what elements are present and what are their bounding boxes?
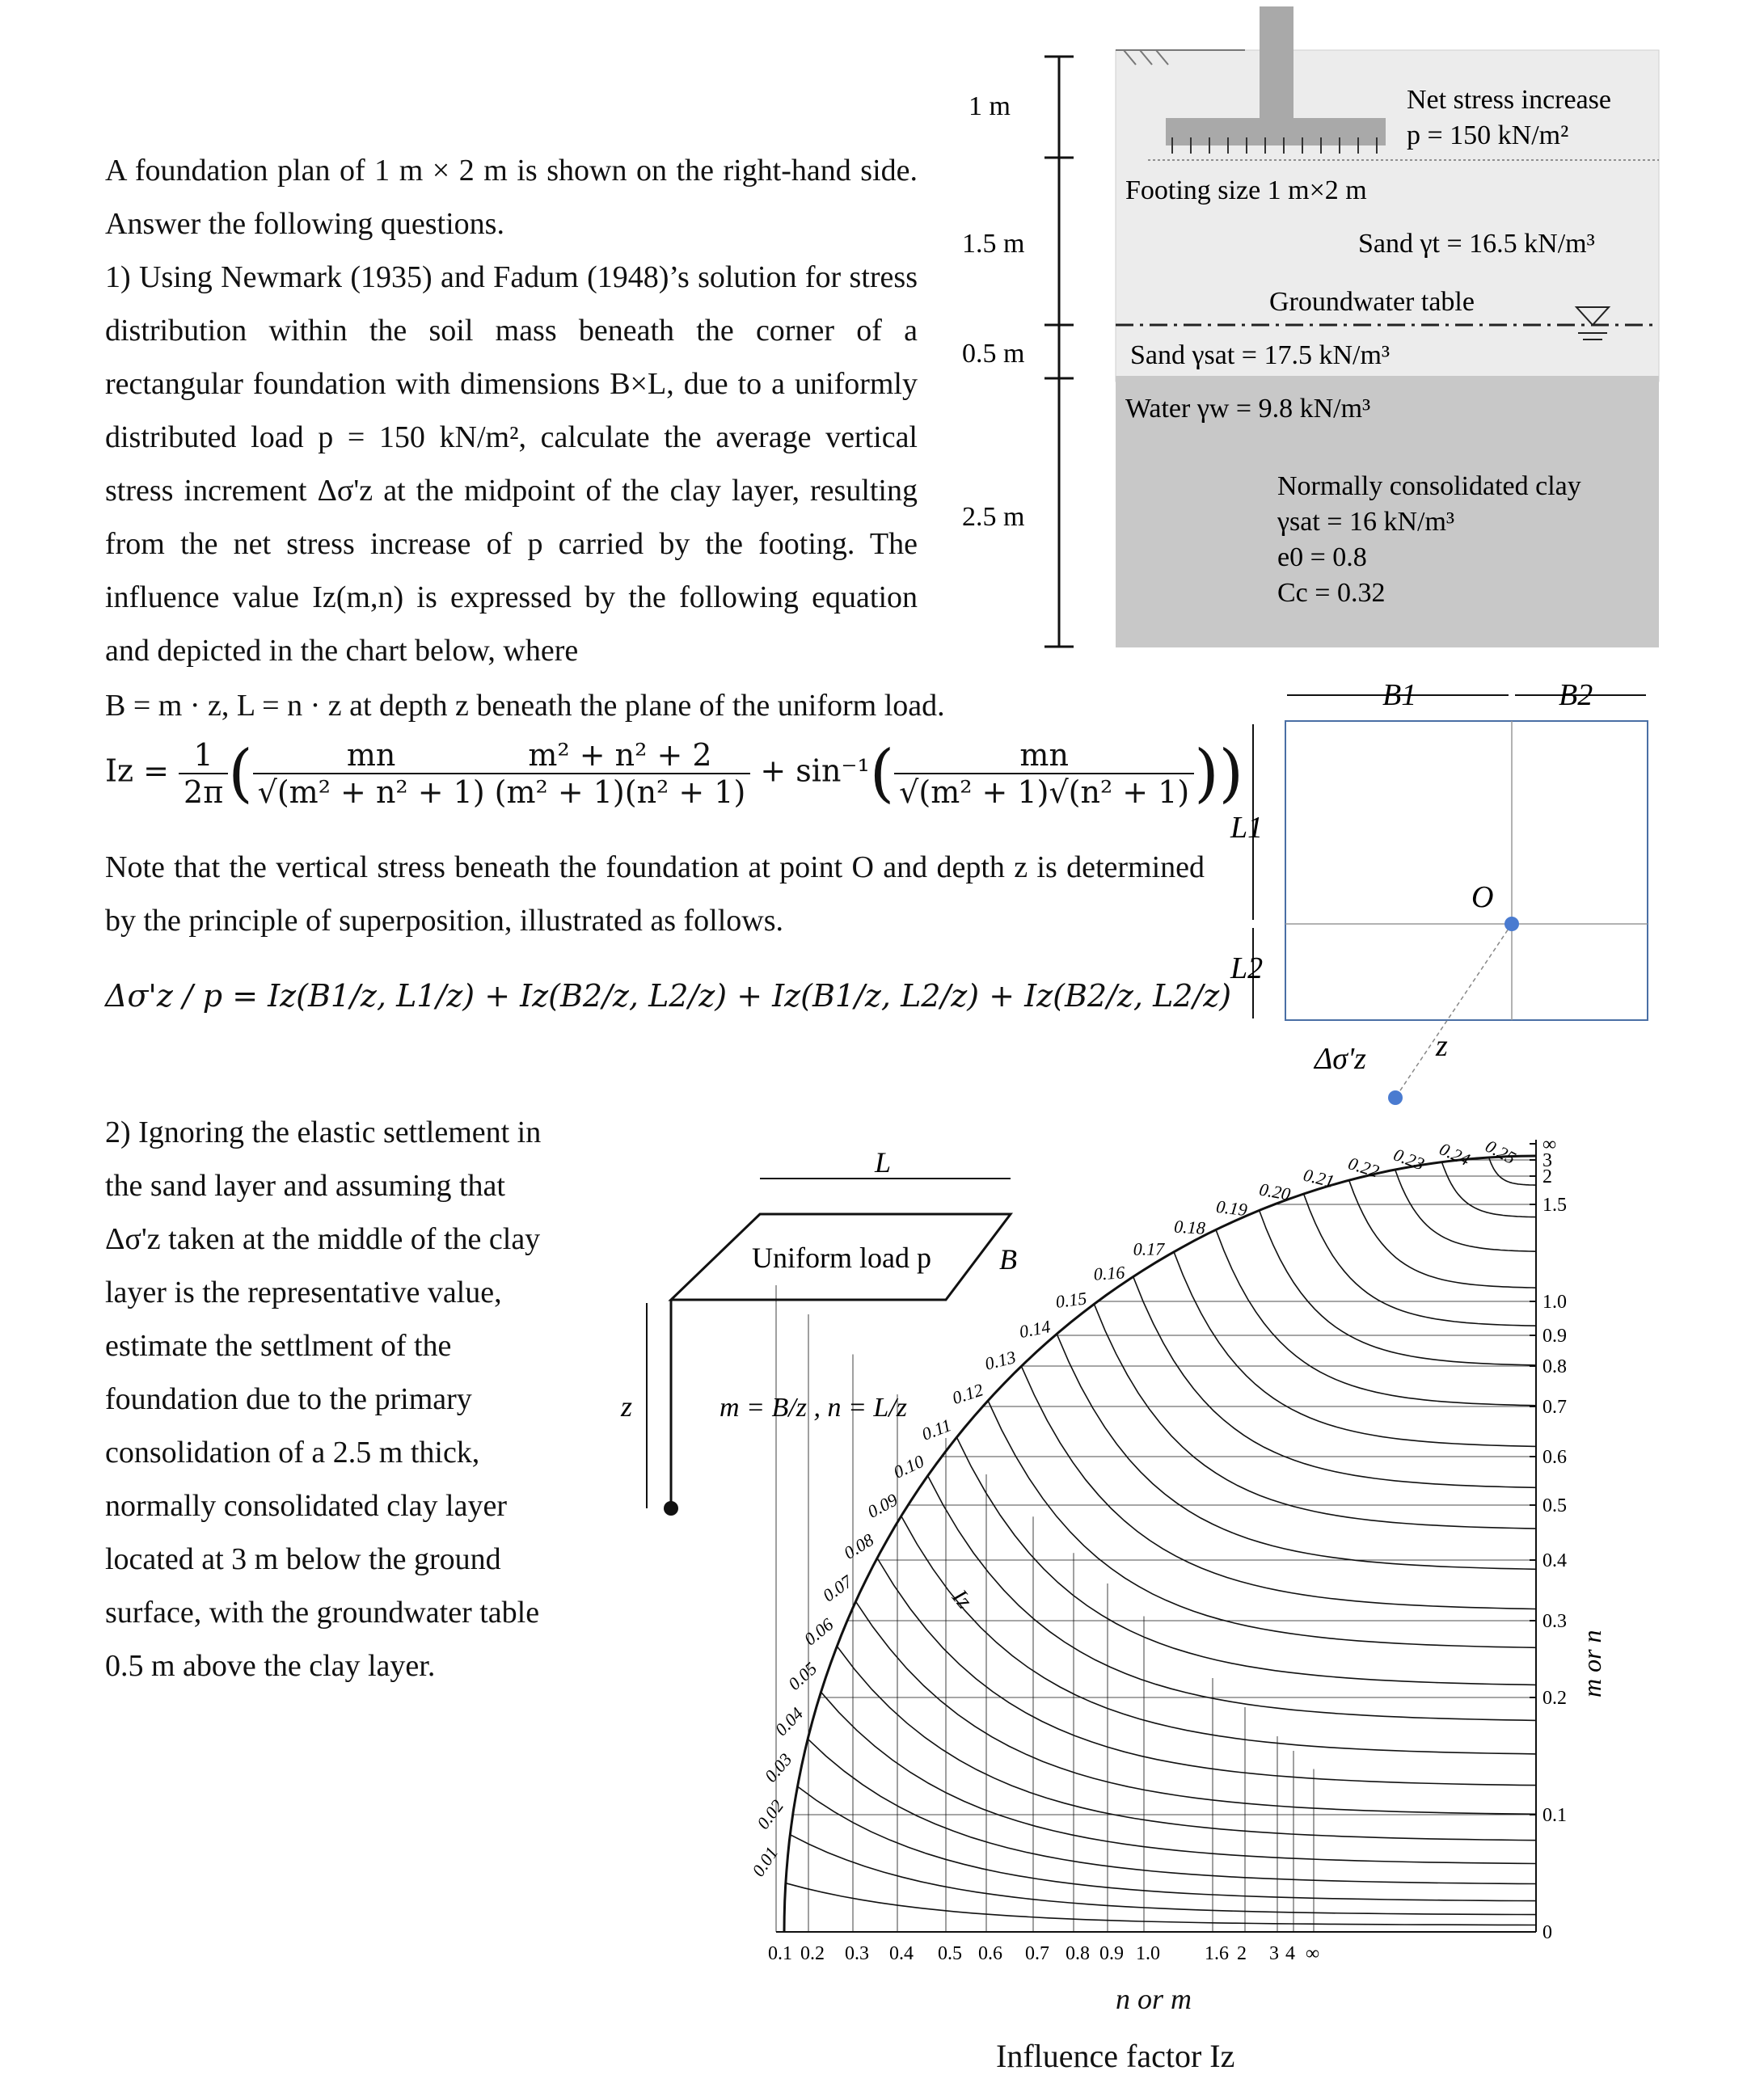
sand-unit-weight-label: Sand γt = 16.5 kN/m³ xyxy=(1358,229,1595,259)
intro-text: A foundation plan of 1 m × 2 m is shown on the right-hand side. Answer the following questions. xyxy=(105,154,918,241)
iz-curve-label: 0.17 xyxy=(1133,1238,1165,1259)
iz-curve-label: 0.19 xyxy=(1215,1196,1249,1221)
y-tick-label: 3 xyxy=(1542,1150,1552,1171)
x-tick-label: 2 xyxy=(1237,1943,1247,1964)
iz-curve-label: 0.22 xyxy=(1345,1153,1382,1182)
iz-curve-label: 0.14 xyxy=(1017,1316,1053,1342)
y-tick-label: 0.8 xyxy=(1542,1356,1567,1377)
iz-curve-label: 0.09 xyxy=(863,1489,901,1522)
y-tick-label: 0.4 xyxy=(1542,1550,1567,1571)
x-tick-label: 4 xyxy=(1285,1943,1295,1964)
iz-curve-label: 0.03 xyxy=(760,1749,796,1786)
b2-label: B2 xyxy=(1559,678,1593,712)
chart-title: Influence factor Iz xyxy=(996,2038,1235,2074)
iz-curve-label: 0.21 xyxy=(1301,1164,1337,1192)
iz-curve-label: 0.05 xyxy=(783,1658,821,1694)
x-tick-label: 0.4 xyxy=(889,1943,914,1964)
y-tick-label: 0 xyxy=(1542,1922,1552,1943)
y-tick-label: 0.3 xyxy=(1542,1611,1567,1632)
iz-curve-label: 0.24 xyxy=(1436,1138,1474,1170)
footing-base xyxy=(1166,118,1386,145)
x-tick-label: ∞ xyxy=(1306,1943,1320,1964)
eq-one-over-2pi: $\frac{1}{2\pi}$ xyxy=(179,737,228,810)
net-stress-label: Net stress increase xyxy=(1407,85,1612,115)
influence-curve xyxy=(786,1883,1536,1925)
x-tick-label: 1.0 xyxy=(1136,1943,1160,1964)
influence-curve xyxy=(790,1835,1536,1915)
z-label: z xyxy=(1436,1029,1448,1063)
influence-curve xyxy=(928,1476,1536,1721)
influence-curve xyxy=(956,1437,1536,1685)
influence-curve xyxy=(837,1647,1536,1841)
footing-size-label: Footing size 1 m×2 m xyxy=(1125,175,1367,205)
water-label: Water γw = 9.8 kN/m³ xyxy=(1125,394,1371,424)
point-o xyxy=(1504,917,1519,931)
influence-curve xyxy=(1395,1170,1536,1251)
influence-curve xyxy=(988,1401,1536,1648)
y-axis-title: m or n xyxy=(1577,1630,1606,1697)
influence-curve xyxy=(856,1601,1537,1814)
soil-profile-diagram xyxy=(954,0,1762,663)
q1-text: 1) Using Newmark (1935) and Fadum (1948)’s solution for stress distribution within the soil mass beneath the corner of a rectangular foundation with dimensions B×L, due to a uniformly distributed load p = 150 kN/m², calculate the average vertical stress increment Δσ'z at the midpoint of the clay layer, resulting from the net stress increase of p carried by the footing. The influence value Iz(m,n) is expressed by the following equation and depicted in the chart below, where xyxy=(105,260,918,668)
y-tick-label: 0.5 xyxy=(1542,1495,1567,1516)
x-tick-label: 0.7 xyxy=(1025,1943,1049,1964)
iz-curve-label: 0.02 xyxy=(753,1795,788,1833)
mn-definition: m = B/z , n = L/z xyxy=(720,1393,907,1423)
iz-curve-label: 0.11 xyxy=(918,1415,955,1444)
l1-label: L1 xyxy=(1230,811,1264,845)
depth-1m: 1 m xyxy=(969,91,1011,121)
q2-paragraph: 2) Ignoring the elastic settlement in the sand layer and assuming that Δσ'z taken at the middle of the clay layer is the representative value, estimate the settlment of the foundation due to the primary consolidation of a 2.5 m thick, normally consolidated clay layer located at 3 m below the ground surface, with the groundwater table 0.5 m above the clay layer. xyxy=(105,1115,542,1683)
depth-0-5m: 0.5 m xyxy=(962,339,1025,369)
influence-curve xyxy=(1260,1210,1536,1365)
x-tick-label: 0.1 xyxy=(768,1943,792,1964)
influence-curve xyxy=(1304,1194,1536,1326)
eq-frac-c: $\frac{mn}{\text{√(m² + 1)√(n² + 1)}}$ xyxy=(894,737,1194,810)
influence-curve xyxy=(877,1558,1536,1786)
p-value-label: p = 150 kN/m² xyxy=(1407,120,1569,150)
clay-e0: e0 = 0.8 xyxy=(1277,542,1367,572)
eq-frac-a: $\frac{mn}{\text{√(m² + n² + 1)}}$ xyxy=(253,737,490,810)
x-tick-label: 0.8 xyxy=(1066,1943,1090,1964)
y-tick-label: 0.1 xyxy=(1542,1805,1567,1826)
influence-curve xyxy=(1349,1180,1536,1288)
eq-frac-b: $\frac{\text{m² + n² + 2}}{\text{(m² + 1)(n² + 1)}}$ xyxy=(490,737,751,810)
eq-lhs: Iz = xyxy=(105,753,169,789)
influence-curve xyxy=(1441,1162,1536,1217)
plan-view-diagram xyxy=(1229,663,1682,1115)
y-tick-label: 1.0 xyxy=(1542,1292,1567,1313)
iz-curve-label: 0.06 xyxy=(800,1613,838,1650)
uniform-load-label: Uniform load p xyxy=(752,1242,931,1274)
stress-label: Δσ'z xyxy=(1315,1042,1366,1076)
corner-point xyxy=(664,1501,678,1516)
x-tick-label: 0.3 xyxy=(845,1943,869,1964)
y-tick-label: ∞ xyxy=(1542,1134,1557,1155)
iz-curve-label: 0.23 xyxy=(1391,1144,1428,1174)
chart-xlabel: n or m xyxy=(1116,1983,1192,2015)
l-label: L xyxy=(875,1148,892,1179)
iz-curve-label: 0.04 xyxy=(770,1703,808,1740)
clay-title: Normally consolidated clay xyxy=(1277,471,1581,501)
eq-arcsin: + sin⁻¹ xyxy=(760,753,870,789)
x-tick-label: 0.2 xyxy=(800,1943,825,1964)
depth-1-5m: 1.5 m xyxy=(962,229,1025,259)
b1-label: B1 xyxy=(1382,678,1417,712)
clay-cc: Cc = 0.32 xyxy=(1277,578,1386,608)
influence-curve xyxy=(798,1786,1537,1901)
x-tick-label: 0.9 xyxy=(1099,1943,1124,1964)
q1-tail: B = m · z, L = n · z at depth z beneath the plane of the uniform load. xyxy=(105,689,945,723)
iz-axis-label: Iz xyxy=(947,1584,977,1614)
influence-curve xyxy=(1133,1276,1536,1487)
z-label: z xyxy=(621,1390,633,1423)
clay-gamma: γsat = 16 kN/m³ xyxy=(1277,507,1455,537)
x-tick-label: 0.6 xyxy=(978,1943,1002,1964)
iz-curve-label: 0.07 xyxy=(818,1571,856,1606)
iz-curve-label: 0.01 xyxy=(748,1843,783,1880)
y-tick-label: 0.2 xyxy=(1542,1688,1567,1709)
o-label: O xyxy=(1471,880,1494,914)
y-tick-label: 0.6 xyxy=(1542,1447,1567,1468)
x-tick-label: 1.6 xyxy=(1205,1943,1229,1964)
iz-curve-label: 0.15 xyxy=(1054,1288,1088,1312)
x-tick-label: 3 xyxy=(1269,1943,1279,1964)
influence-curve xyxy=(1174,1252,1536,1447)
iz-curve-label: 0.13 xyxy=(982,1347,1019,1374)
influence-factor-chart xyxy=(728,1115,1617,1980)
iz-curve-label: 0.25 xyxy=(1482,1135,1520,1169)
iz-curve-label: 0.08 xyxy=(840,1529,878,1563)
foundation-outline xyxy=(1285,721,1648,1020)
groundwater-label: Groundwater table xyxy=(1269,287,1475,317)
boundary-curve xyxy=(784,1156,1536,1932)
iz-curve-label: 0.20 xyxy=(1257,1179,1293,1204)
depth-line xyxy=(1395,924,1512,1098)
iz-equation: Iz = $\frac{1}{2\pi}$ ( $\frac{mn}{\text{√(m² + n² + 1)}}$ $\frac{\text{m² + n² + 2}}{\text{(m² + 1)(n² + 1)}}$ + sin⁻¹( $\frac{mn}{\text{√(m² + 1)√(n² + 1)}}$ )) xyxy=(105,737,1244,810)
depth-2-5m: 2.5 m xyxy=(962,502,1025,532)
iz-curve-label: 0.10 xyxy=(890,1450,927,1482)
intro-paragraph xyxy=(105,144,918,677)
superposition-equation: Δσ'z / p = Iz(B1/z, L1/z) + Iz(B2/z, L2/z) + Iz(B1/z, L2/z) + Iz(B2/z, L2/z) xyxy=(105,978,1232,1014)
l2-label: L2 xyxy=(1230,951,1264,985)
stress-point xyxy=(1388,1090,1403,1105)
influence-curve xyxy=(1216,1229,1536,1405)
y-tick-label: 0.9 xyxy=(1542,1326,1567,1347)
x-tick-label: 0.5 xyxy=(938,1943,962,1964)
y-tick-label: 2 xyxy=(1542,1166,1552,1187)
iz-curve-label: 0.12 xyxy=(949,1379,986,1409)
influence-curve xyxy=(1057,1334,1536,1569)
y-tick-label: 1.5 xyxy=(1542,1195,1567,1216)
y-tick-label: 0.7 xyxy=(1542,1397,1567,1418)
b-label: B xyxy=(999,1243,1017,1276)
footing-column xyxy=(1260,6,1293,120)
depth-dimension xyxy=(1044,57,1074,647)
sand-sat-label: Sand γsat = 17.5 kN/m³ xyxy=(1130,340,1391,370)
iz-curve-label: 0.18 xyxy=(1173,1216,1206,1238)
iz-curve-label: 0.16 xyxy=(1092,1262,1126,1284)
note-paragraph: Note that the vertical stress beneath the foundation at point O and depth z is determined by the principle of superposition, illustrated as follows. xyxy=(105,850,1205,938)
